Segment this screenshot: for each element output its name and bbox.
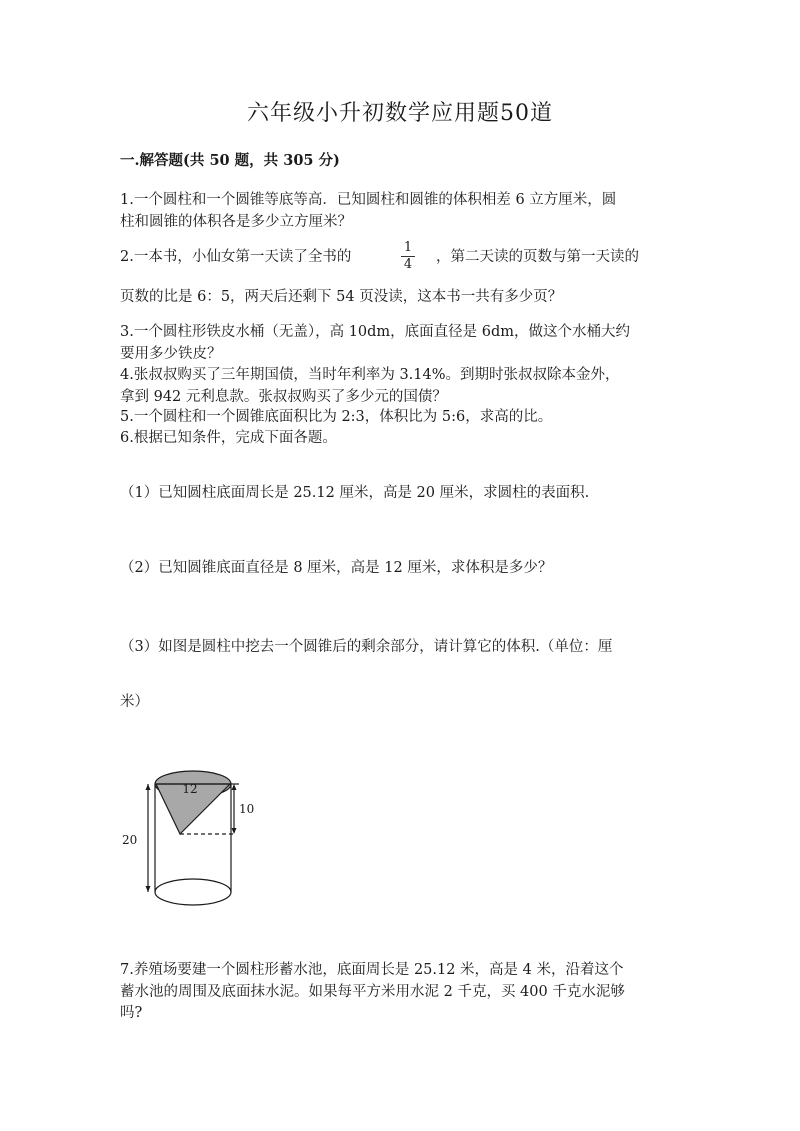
page-title: 六年级小升初数学应用题50道 (247, 101, 553, 126)
cylinder-bottom-ellipse (155, 879, 231, 905)
q7-line3: 吗? (120, 1005, 143, 1021)
q7-line2: 蓄水池的周围及底面抹水泥。如果每平方米用水泥 2 千克，买 400 千克水泥够 (120, 984, 625, 1000)
cylinder-cone-figure (118, 762, 268, 914)
diameter-label: 12 (182, 782, 198, 796)
q7-line1: 7.养殖场要建一个圆柱形蓄水池，底面周长是 25.12 米，高是 4 米，沿着这个 (120, 962, 624, 978)
cylinder-height-arrowhead-down (146, 886, 151, 892)
q4-line1: 4.张叔叔购买了三年期国债，当时年利率为 3.14%。到期时张叔叔除本金外， (120, 367, 620, 383)
q6-sub2: （2）已知圆锥底面直径是 8 厘米，高是 12 厘米，求体积是多少？ (120, 560, 553, 576)
fraction-denominator: 4 (403, 257, 413, 272)
cone-height-arrowhead-up (232, 784, 237, 790)
cone-height-label: 10 (239, 802, 255, 816)
q6-sub3-line1: （3）如图是圆柱中挖去一个圆锥后的剩余部分，请计算它的体积.（单位：厘 (120, 639, 613, 655)
q2-line1-a: 2.一本书，小仙女第一天读了全书的 (120, 249, 352, 265)
q3-line1: 3.一个圆柱形铁皮水桶（无盖），高 10dm，底面直径是 6dm，做这个水桶大约 (120, 324, 631, 340)
cylinder-height-arrowhead-up (146, 784, 151, 790)
cylinder-height-label: 20 (122, 833, 138, 847)
q6-sub3-line2: 米） (120, 694, 149, 710)
section-heading: 一.解答题(共 50 题，共 305 分) (120, 152, 340, 169)
q2-line2: 页数的比是 6：5，两天后还剩下 54 页没读，这本书一共有多少页？ (120, 289, 563, 305)
cone-height-arrowhead-down (232, 828, 237, 834)
q2-fraction (401, 241, 415, 272)
q5-line1: 5.一个圆柱和一个圆锥底面积比为 2:3，体积比为 5:6，求高的比。 (120, 409, 553, 425)
q6-line1: 6.根据已知条件，完成下面各题。 (120, 430, 337, 446)
q1-line1: 1.一个圆柱和一个圆锥等底等高．已知圆柱和圆锥的体积相差 6 立方厘米，圆 (120, 192, 617, 208)
q4-line2: 拿到 942 元利息款。张叔叔购买了多少元的国债？ (120, 389, 447, 405)
q1-line2: 柱和圆锥的体积各是多少立方厘米？ (120, 214, 352, 230)
q6-sub1: （1）已知圆柱底面周长是 25.12 厘米，高是 20 厘米，求圆柱的表面积. (120, 485, 590, 501)
q2-line1-b: ，第二天读的页数与第一天读的 (436, 249, 639, 265)
q3-line2: 要用多少铁皮？ (120, 346, 222, 362)
fraction-numerator: 1 (403, 240, 413, 255)
